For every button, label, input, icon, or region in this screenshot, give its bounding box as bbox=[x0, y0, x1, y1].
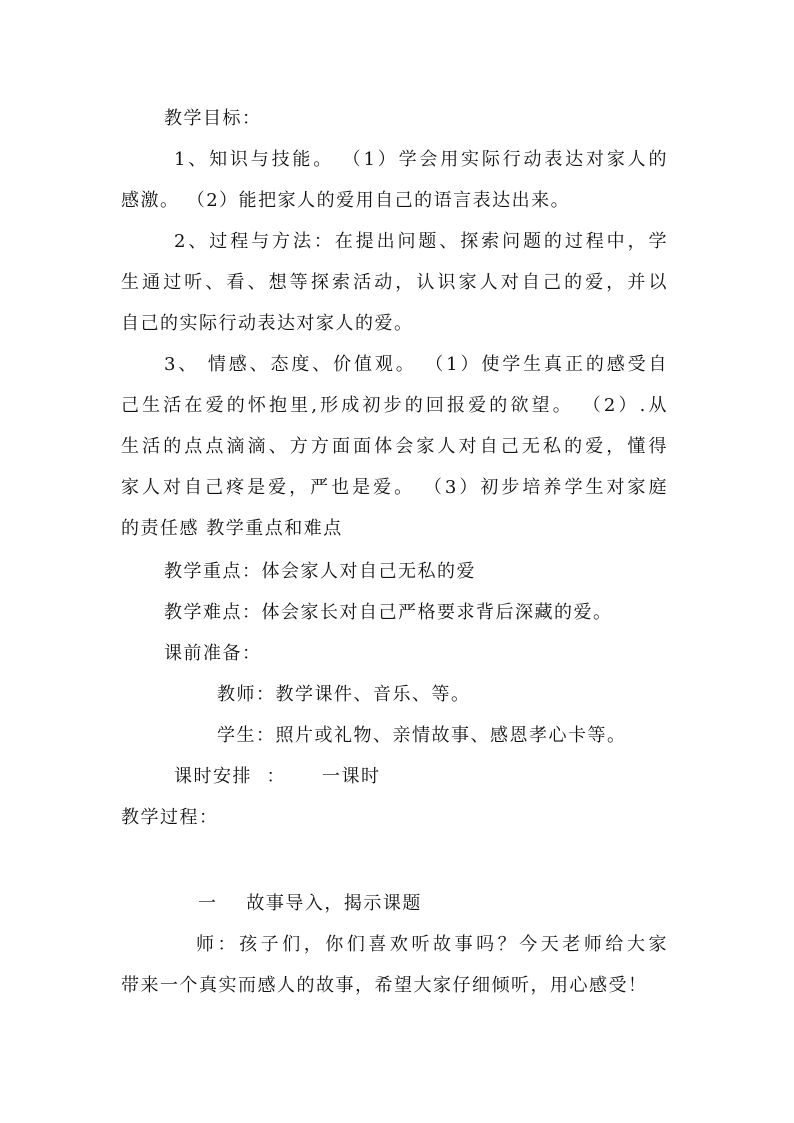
class-schedule: 课时安排 ： 一课时 bbox=[174, 766, 381, 787]
teacher-speech-line-2: 带来一个真实而感人的故事，希望大家仔细倾听，用心感受！ bbox=[121, 975, 648, 996]
key-point: 教学重点：体会家人对自己无私的爱 bbox=[164, 561, 476, 582]
goal-3-line-1: 3、 情感、态度、价值观。 （1）使学生真正的感受自 bbox=[164, 354, 668, 375]
goal-3-line-4: 家人对自己疼是爱，严也是爱。 （3）初步培养学生对家庭 bbox=[121, 477, 668, 498]
goal-1-line-1: 1、知识与技能。 （1）学会用实际行动表达对家人的 bbox=[174, 149, 668, 170]
heading-teaching-process: 教学过程： bbox=[121, 807, 219, 828]
goal-3-line-5: 的责任感 教学重点和难点 bbox=[121, 518, 343, 539]
goal-3-line-3: 生活的点点滴滴、方方面面体会家人对自己无私的爱，懂得 bbox=[121, 436, 668, 457]
goal-3-line-2: 己生活在爱的怀抱里,形成初步的回报爱的欲望。 （2）.从 bbox=[121, 395, 668, 416]
goal-2-line-2: 生通过听、看、想等探索活动，认识家人对自己的爱，并以 bbox=[121, 272, 668, 293]
goal-1-line-2: 感激。 （2）能把家人的爱用自己的语言表达出来。 bbox=[121, 190, 571, 211]
section-1-title: 一 故事导入，揭示课题 bbox=[198, 893, 422, 914]
heading-teaching-goals: 教学目标： bbox=[164, 108, 262, 129]
teacher-preparation: 教师：教学课件、音乐、等。 bbox=[217, 684, 471, 705]
difficult-point: 教学难点：体会家长对自己严格要求背后深藏的爱。 bbox=[164, 602, 613, 623]
goal-2-line-1: 2、过程与方法：在提出问题、探索问题的过程中，学 bbox=[174, 231, 668, 252]
teacher-speech-line-1: 师：孩子们，你们喜欢听故事吗？今天老师给大家 bbox=[196, 934, 668, 955]
student-preparation: 学生：照片或礼物、亲情故事、感恩孝心卡等。 bbox=[217, 725, 627, 746]
heading-preparation: 课前准备： bbox=[164, 643, 262, 664]
goal-2-line-3: 自己的实际行动表达对家人的爱。 bbox=[121, 313, 414, 334]
